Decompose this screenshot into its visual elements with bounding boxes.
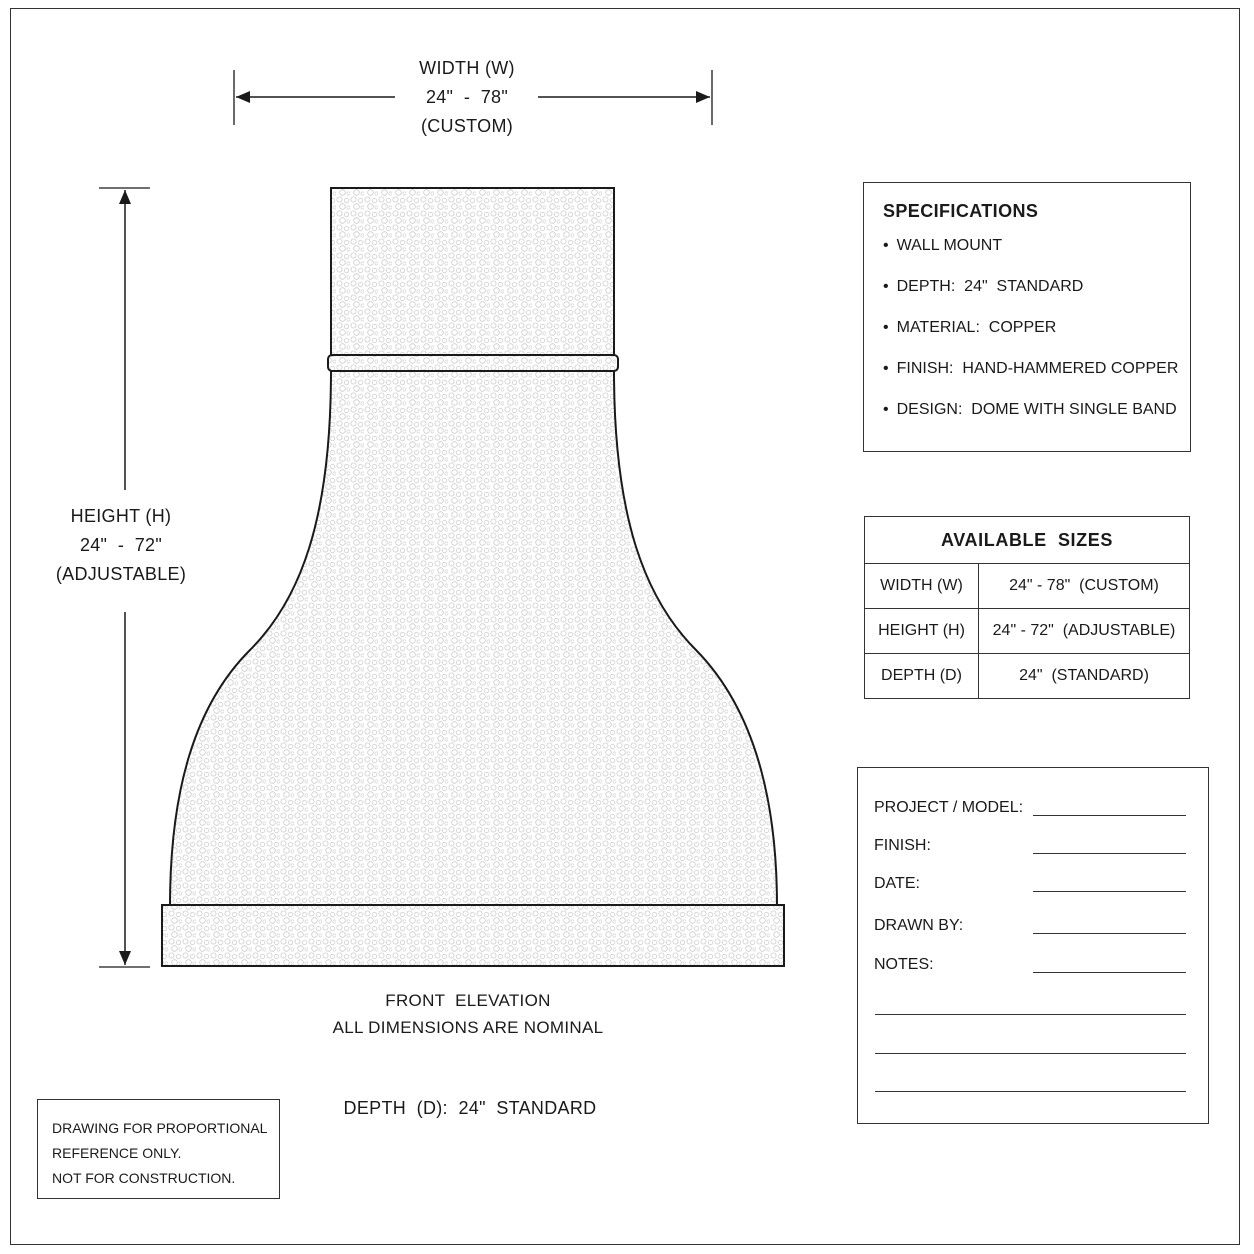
field-finish: FINISH:: [874, 837, 931, 854]
disclaimer-box: [37, 1099, 280, 1199]
arrowhead-right-icon: [696, 91, 710, 103]
disclaimer-line: REFERENCE ONLY.: [52, 1145, 182, 1161]
notes-line: [1033, 972, 1186, 973]
spec-item: • MATERIAL: COPPER: [883, 318, 1190, 359]
notes-line: [875, 1014, 1186, 1015]
project-model-line: [1033, 815, 1186, 816]
specifications-box: [863, 182, 1191, 452]
elevation-caption: [268, 987, 668, 1041]
date-line: [1033, 891, 1186, 892]
depth-note: DEPTH (D): 24" STANDARD: [343, 1098, 597, 1118]
width-note: (CUSTOM): [420, 116, 514, 136]
specifications-title: SPECIFICATIONS: [883, 201, 1039, 221]
field-project-model: PROJECT / MODEL:: [874, 799, 1024, 816]
width-label: [367, 54, 567, 141]
width-title: WIDTH (W): [419, 58, 515, 78]
height-note: (ADJUSTABLE): [55, 564, 187, 584]
disclaimer-line: NOT FOR CONSTRUCTION.: [52, 1170, 236, 1186]
hood-band: [328, 355, 618, 371]
available-sizes-title: AVAILABLE SIZES: [865, 517, 1190, 564]
spec-item: • FINISH: HAND-HAMMERED COPPER: [883, 359, 1190, 400]
field-drawn-by: DRAWN BY:: [874, 917, 964, 934]
table-row: [865, 654, 1190, 699]
height-label: [30, 502, 212, 589]
drawn-by-line: [1033, 933, 1186, 934]
disclaimer-line: DRAWING FOR PROPORTIONAL: [52, 1120, 268, 1136]
height-range: 24" - 72": [79, 535, 163, 555]
notes-line: [875, 1053, 1186, 1054]
size-label: DEPTH (D): [865, 654, 979, 699]
height-title: HEIGHT (H): [70, 506, 172, 526]
table-row: [865, 564, 1190, 609]
size-label: WIDTH (W): [865, 564, 979, 609]
field-date: DATE:: [874, 875, 920, 892]
spec-item: • DEPTH: 24" STANDARD: [883, 277, 1190, 318]
size-value: 24" (STANDARD): [979, 654, 1190, 699]
field-notes: NOTES:: [874, 956, 934, 973]
title-block: [857, 767, 1209, 1124]
arrowhead-down-icon: [119, 951, 131, 965]
width-range: 24" - 78": [425, 87, 509, 107]
notes-line: [875, 1091, 1186, 1092]
elevation-title: FRONT ELEVATION: [385, 991, 551, 1010]
hood-dome: [170, 371, 777, 906]
hood-chimney: [331, 188, 614, 356]
finish-line: [1033, 853, 1186, 854]
table-row: [865, 609, 1190, 654]
available-sizes-table: [864, 516, 1190, 699]
range-hood: [162, 188, 784, 966]
spec-item: • DESIGN: DOME WITH SINGLE BAND: [883, 400, 1190, 441]
arrowhead-up-icon: [119, 190, 131, 204]
size-value: 24" - 72" (ADJUSTABLE): [979, 609, 1190, 654]
specifications-list: [883, 236, 1190, 441]
hood-base-trim: [162, 905, 784, 966]
spec-item: • WALL MOUNT: [883, 236, 1190, 277]
arrowhead-left-icon: [236, 91, 250, 103]
size-value: 24" - 78" (CUSTOM): [979, 564, 1190, 609]
elevation-subtitle: ALL DIMENSIONS ARE NOMINAL: [332, 1018, 604, 1037]
size-label: HEIGHT (H): [865, 609, 979, 654]
